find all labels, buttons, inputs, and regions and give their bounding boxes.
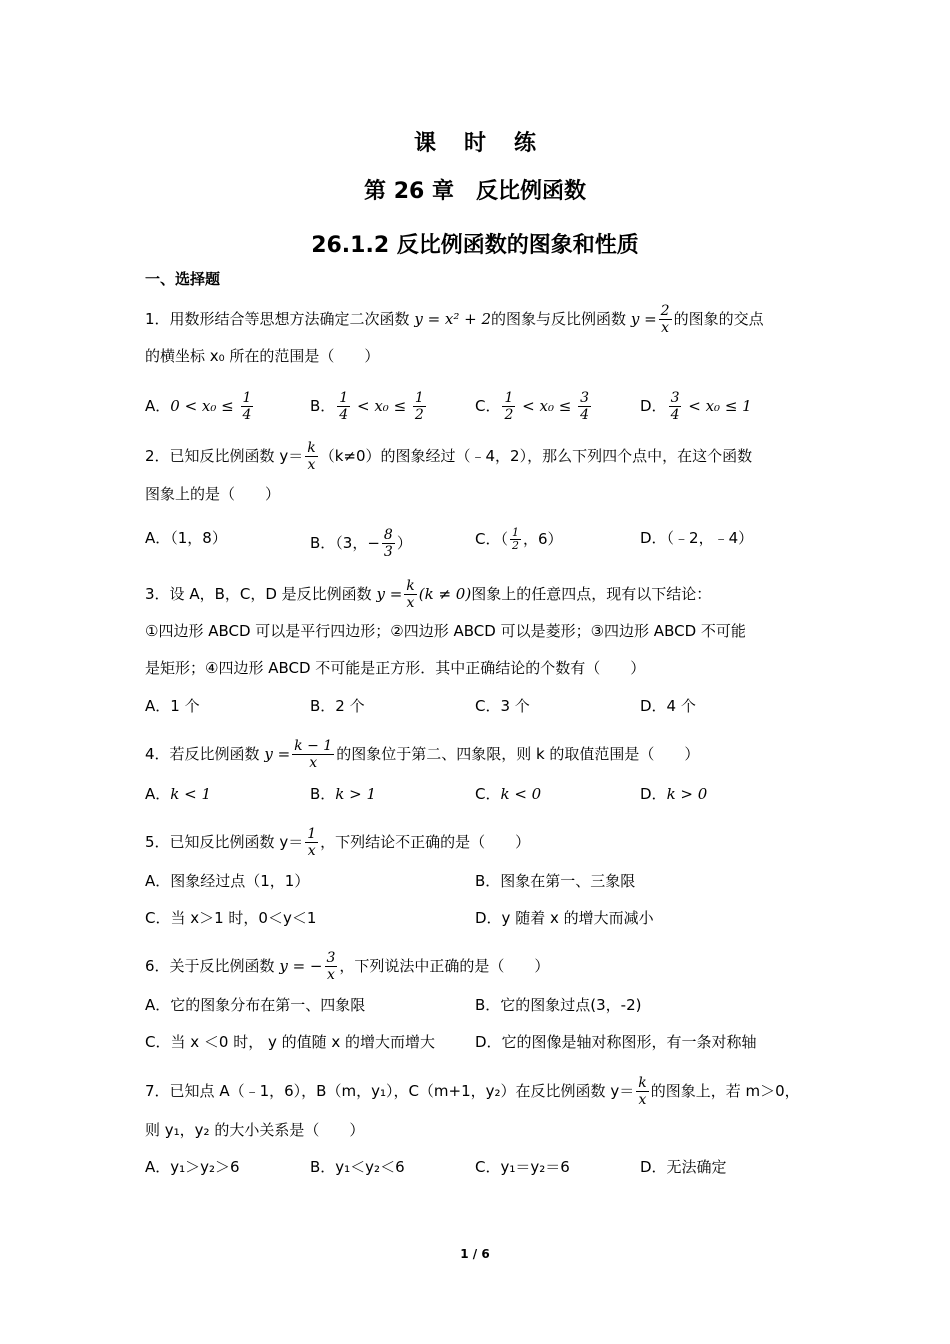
fraction-numerator: 3 [670, 390, 680, 406]
fraction [404, 578, 416, 611]
fraction [241, 390, 254, 423]
equation-lhs: y = [264, 745, 291, 763]
option-c[interactable]: C．当 x＞1 时，0＜y＜1 [145, 909, 317, 927]
option-text: ，6） [522, 530, 563, 548]
question-6-line-1 [145, 950, 815, 983]
question-text: 的图象上，若 m＞0， [650, 1082, 800, 1100]
fraction-denominator: 2 [504, 407, 514, 423]
question-text: ，下列结论不正确的是（ ） [320, 833, 531, 851]
option-label: C． [475, 785, 501, 803]
option-a[interactable]: A．它的图象分布在第一、四象限 [145, 996, 366, 1014]
equation-lhs: y = [376, 585, 403, 603]
title-char: 练 [514, 131, 537, 156]
question-number: 5． [145, 833, 170, 851]
option-math: < x₀ ≤ [517, 397, 577, 415]
option-text: ） [396, 534, 412, 552]
fraction [305, 440, 317, 473]
option-d[interactable]: D．它的图像是轴对称图形，有一条对称轴 [475, 1033, 757, 1051]
fraction [382, 527, 395, 560]
fraction [413, 390, 426, 423]
question-7-line-1 [145, 1075, 815, 1108]
fraction-numerator: 1 [504, 390, 514, 406]
fraction-numerator: 3 [580, 390, 590, 406]
question-text: 已知反比例函数 y＝ [169, 833, 304, 851]
question-1-line-2: 的横坐标 x₀ 所在的范围是（ ） [145, 347, 380, 365]
section-heading: 一、选择题 [145, 270, 221, 288]
question-text: 用数形结合等思想方法确定二次函数 [169, 310, 410, 328]
fraction [305, 826, 318, 859]
option-a[interactable]: A．y₁＞y₂＞6 [145, 1158, 240, 1176]
option-label: D． [640, 397, 667, 415]
fraction-denominator: 4 [339, 407, 349, 423]
question-text: 设 A，B，C，D 是反比例函数 [169, 585, 372, 603]
fraction-denominator: 3 [383, 544, 393, 560]
fraction-numerator: 1 [307, 826, 317, 842]
option-c[interactable]: C．3 个 [475, 697, 530, 715]
question-text: 已知点 A（﹣1，6），B（m，y₁），C（m+1，y₂）在反比例函数 y＝ [169, 1082, 635, 1100]
lesson-title: 26.1.2 反比例函数的图象和性质 [311, 233, 639, 258]
fraction [337, 390, 350, 423]
equation: y = x² + 2 [414, 310, 492, 328]
option-math: k > 1 [335, 785, 377, 803]
fraction [636, 1075, 648, 1108]
option-d[interactable]: D．无法确定 [640, 1158, 727, 1176]
option-label: C． [475, 397, 501, 415]
question-3-line-1 [145, 578, 815, 611]
chapter-title: 第 26 章 反比例函数 [364, 179, 586, 204]
option-math: k > 0 [666, 785, 708, 803]
question-5-line-1 [145, 826, 815, 859]
option-a[interactable] [145, 390, 255, 423]
title-char: 时 [463, 131, 486, 156]
fraction-numerator: 1 [339, 390, 349, 406]
fraction-denominator: 4 [580, 407, 590, 423]
fraction-denominator: x [309, 755, 318, 771]
fraction-denominator: x [638, 1092, 647, 1108]
option-b[interactable] [310, 390, 428, 423]
fraction-numerator: k − 1 [294, 738, 333, 754]
fraction [510, 527, 521, 552]
fraction [325, 950, 338, 983]
fraction [578, 390, 591, 423]
question-text: 关于反比例函数 [169, 957, 275, 975]
option-d[interactable] [640, 783, 707, 805]
question-text: 的图象的交点 [673, 310, 764, 328]
option-label: D． [640, 785, 667, 803]
option-math: < x₀ ≤ 1 [683, 397, 752, 415]
option-c[interactable] [475, 527, 563, 552]
option-b[interactable]: B．它的图象过点(3，-2) [475, 996, 642, 1014]
question-1-line-1 [145, 303, 815, 336]
fraction-numerator: k [638, 1075, 647, 1091]
page-number: 1 / 6 [460, 1247, 490, 1261]
question-3-line-2: ①四边形 ABCD 可以是平行四边形；②四边形 ABCD 可以是菱形；③四边形 ABCD 不可能 [145, 622, 746, 640]
fraction-denominator: x [307, 457, 316, 473]
option-d[interactable]: D．（﹣2，﹣4） [640, 529, 754, 547]
title-char: 课 [413, 131, 436, 156]
question-number: 6． [145, 957, 170, 975]
question-number: 1． [145, 310, 170, 328]
question-number: 7． [145, 1082, 170, 1100]
equation-lhs: y = − [279, 957, 323, 975]
fraction-denominator: 2 [414, 407, 424, 423]
question-7-line-2: 则 y₁，y₂ 的大小关系是（ ） [145, 1121, 365, 1139]
fraction-denominator: x [307, 843, 316, 859]
question-3-line-3: 是矩形；④四边形 ABCD 不可能是正方形．其中正确结论的个数有（ ） [145, 659, 646, 677]
fraction [669, 390, 682, 423]
option-d[interactable] [640, 390, 752, 423]
fraction-denominator: x [661, 320, 670, 336]
question-text: 的图象与反比例函数 [491, 310, 627, 328]
fraction-numerator: 3 [326, 950, 336, 966]
option-math: < x₀ ≤ [352, 397, 411, 415]
fraction-numerator: 1 [511, 526, 519, 539]
option-c[interactable] [475, 390, 593, 423]
option-label: B． [310, 397, 336, 415]
option-b[interactable]: B．y₁＜y₂＜6 [310, 1158, 405, 1176]
fraction-denominator: 4 [242, 407, 252, 423]
option-c[interactable]: C．y₁＝y₂＝6 [475, 1158, 570, 1176]
question-text: （k≠0）的图象经过（﹣4，2），那么下列四个点中，在这个函数 [319, 447, 753, 465]
question-text: ，下列说法中正确的是（ ） [339, 957, 550, 975]
fraction-denominator: x [327, 967, 335, 983]
option-label: A． [145, 785, 171, 803]
equation-lhs: y = [630, 310, 657, 328]
fraction-denominator: x [406, 595, 415, 611]
option-math: 0 < x₀ ≤ [170, 397, 239, 415]
question-text: 已知反比例函数 y＝ [169, 447, 304, 465]
option-d[interactable]: D．4 个 [640, 697, 696, 715]
option-math: k < 1 [170, 785, 212, 803]
question-text: 的图象位于第二、四象限，则 k 的取值范围是（ ） [336, 745, 700, 763]
fraction [659, 303, 672, 336]
option-c[interactable]: C．当 x ＜0 时， y 的值随 x 的增大而增大 [145, 1033, 436, 1051]
fraction-denominator: 2 [511, 539, 519, 552]
question-2-line-2: 图象上的是（ ） [145, 485, 281, 503]
question-number: 4． [145, 745, 170, 763]
option-b[interactable]: B．图象在第一、三象限 [475, 872, 636, 890]
fraction-numerator: 1 [242, 390, 252, 406]
question-4-line-1 [145, 738, 815, 771]
option-math: k < 0 [500, 785, 542, 803]
question-2-line-1 [145, 440, 815, 473]
option-d[interactable]: D．y 随着 x 的增大而减小 [475, 909, 654, 927]
question-number: 2． [145, 447, 170, 465]
fraction-denominator: 4 [670, 407, 680, 423]
option-c[interactable] [475, 783, 541, 805]
option-b[interactable]: B．2 个 [310, 697, 365, 715]
fraction-numerator: 8 [383, 527, 393, 543]
fraction-numerator: k [307, 440, 316, 456]
question-text: 若反比例函数 [169, 745, 260, 763]
option-a[interactable] [145, 783, 211, 805]
option-label: B． [310, 785, 336, 803]
fraction-numerator: 2 [660, 303, 670, 319]
option-b[interactable] [310, 527, 412, 560]
option-a[interactable]: A．图象经过点（1，1） [145, 872, 310, 890]
option-b[interactable] [310, 783, 376, 805]
fraction-numerator: 1 [414, 390, 424, 406]
option-label: B．（3， [310, 534, 368, 552]
option-a[interactable]: A．1 个 [145, 697, 200, 715]
fraction [502, 390, 515, 423]
option-label: A． [145, 397, 171, 415]
option-a[interactable]: A．（1，8） [145, 529, 227, 547]
minus-sign: − [367, 534, 380, 552]
option-label: C．（ [475, 530, 508, 548]
fraction [292, 738, 334, 771]
page-title [0, 126, 950, 157]
question-number: 3． [145, 585, 170, 603]
equation-condition: (k ≠ 0) [418, 585, 472, 603]
question-text: 图象上的任意四点，现有以下结论： [471, 585, 712, 603]
fraction-numerator: k [406, 578, 415, 594]
